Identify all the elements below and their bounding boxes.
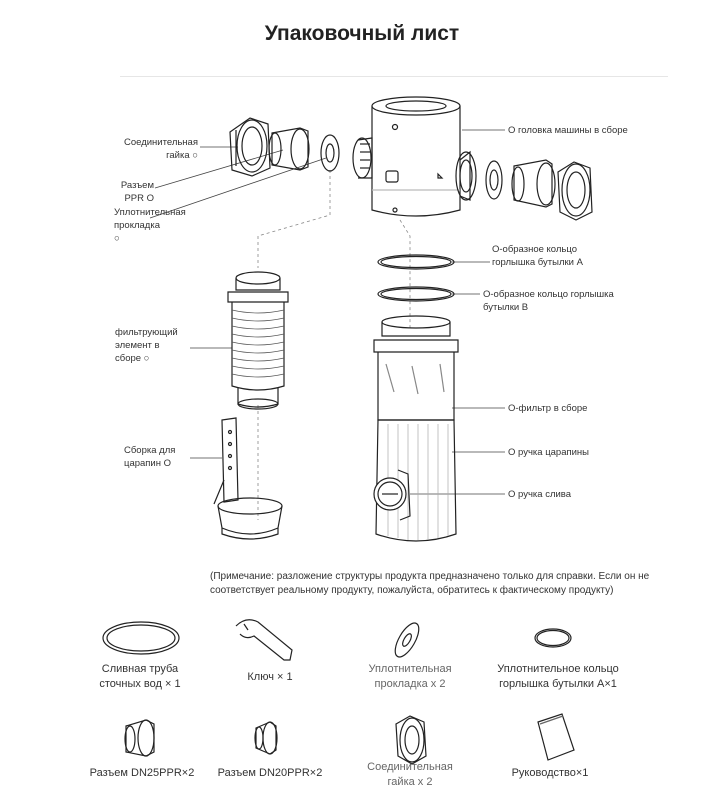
manual-icon [538, 714, 574, 760]
scratch-assembly [214, 418, 282, 539]
callout-text: элемент в [115, 340, 160, 351]
callout-ppr [96, 179, 154, 205]
filter-bottle [374, 316, 458, 541]
item-caption: Разъем DN25PPR×2 [89, 767, 195, 779]
gasket-icon [391, 620, 424, 661]
callout-text: царапин O [124, 458, 172, 469]
callout-text: ○ [114, 233, 120, 244]
right-connection-nut [558, 162, 592, 220]
callout-text: фильтрующий [115, 327, 178, 338]
callout-text: прокладка [114, 220, 160, 231]
item-caption: гайка x 2 [387, 776, 433, 788]
item-caption: прокладка x 2 [374, 678, 446, 690]
item-caption: Сливная труба [101, 663, 179, 675]
callout-nut [96, 136, 198, 162]
ppr20-icon [255, 722, 277, 754]
callout-text: гайка ○ [166, 150, 198, 161]
machine-head [372, 97, 460, 216]
item-ppr25 [72, 766, 212, 781]
callout-o-ring-b [483, 288, 703, 314]
callout-filter-element [115, 326, 195, 365]
item-caption: Ключ × 1 [247, 671, 293, 683]
callout-text: Разъем [120, 180, 154, 191]
callout-head: O головка машины в сборе [508, 125, 628, 136]
ppr25-icon [125, 720, 154, 756]
callout-text: O-образное кольцо горлышка [483, 289, 614, 300]
item-caption: Руководство×1 [511, 767, 589, 779]
ppr-connector [269, 128, 309, 170]
callout-filter-assembly: O-фильтр в сборе [508, 403, 588, 414]
item-caption: Разъем DN20PPR×2 [217, 767, 323, 779]
item-caption: Соединительная [367, 761, 453, 773]
item-manual [490, 766, 610, 781]
item-drain-pipe [70, 662, 210, 692]
callout-gasket [114, 206, 214, 245]
item-caption: Уплотнительная [368, 663, 452, 675]
item-nut [350, 760, 470, 790]
callout-text: O-образное кольцо [492, 244, 577, 255]
callout-scratch-handle: O ручка царапины [508, 447, 590, 458]
wrench-icon [236, 620, 292, 660]
callout-text: Соединительная [123, 137, 198, 148]
dashed-guides [258, 170, 410, 520]
drain-pipe-icon [103, 622, 179, 654]
right-gasket [486, 161, 502, 199]
item-ppr20 [200, 766, 340, 781]
callout-text: сборе ○ [115, 353, 150, 364]
callout-text: горлышка бутылки A [492, 257, 583, 268]
note-line: (Примечание: разложение структуры продукта предназначено только для справки. Если он не [210, 571, 650, 582]
head-left-thread [353, 138, 372, 178]
callout-text: бутылки B [483, 302, 529, 313]
item-caption: горлышка бутылки A×1 [499, 678, 617, 690]
callout-drain-handle: O ручка слива [508, 489, 572, 500]
head-right-thread [456, 152, 476, 200]
item-caption: сточных вод × 1 [99, 678, 181, 690]
callout-text: Сборка для [124, 445, 176, 456]
note-line: соответствует реальному продукту, пожалуйста, обратитесь к фактическому продукту) [210, 585, 614, 596]
disclaimer-note [210, 570, 720, 598]
right-ppr-connector [512, 160, 555, 207]
leader-lines [150, 130, 505, 494]
nut-icon [396, 716, 426, 764]
callout-scratch-assembly [124, 444, 204, 470]
item-gasket [340, 662, 480, 692]
callout-text: Уплотнительная [114, 207, 186, 218]
filter-element [228, 272, 288, 409]
page-title: Упаковочный лист [264, 22, 460, 45]
item-o-ring-a [478, 662, 638, 692]
o-ring-a-icon [535, 629, 571, 647]
item-wrench [210, 670, 330, 685]
connection-nut [230, 118, 270, 176]
gasket [321, 135, 339, 171]
item-caption: Уплотнительное кольцо [497, 663, 619, 675]
callout-o-ring-a [492, 243, 692, 269]
callout-text: PPR O [124, 193, 154, 204]
